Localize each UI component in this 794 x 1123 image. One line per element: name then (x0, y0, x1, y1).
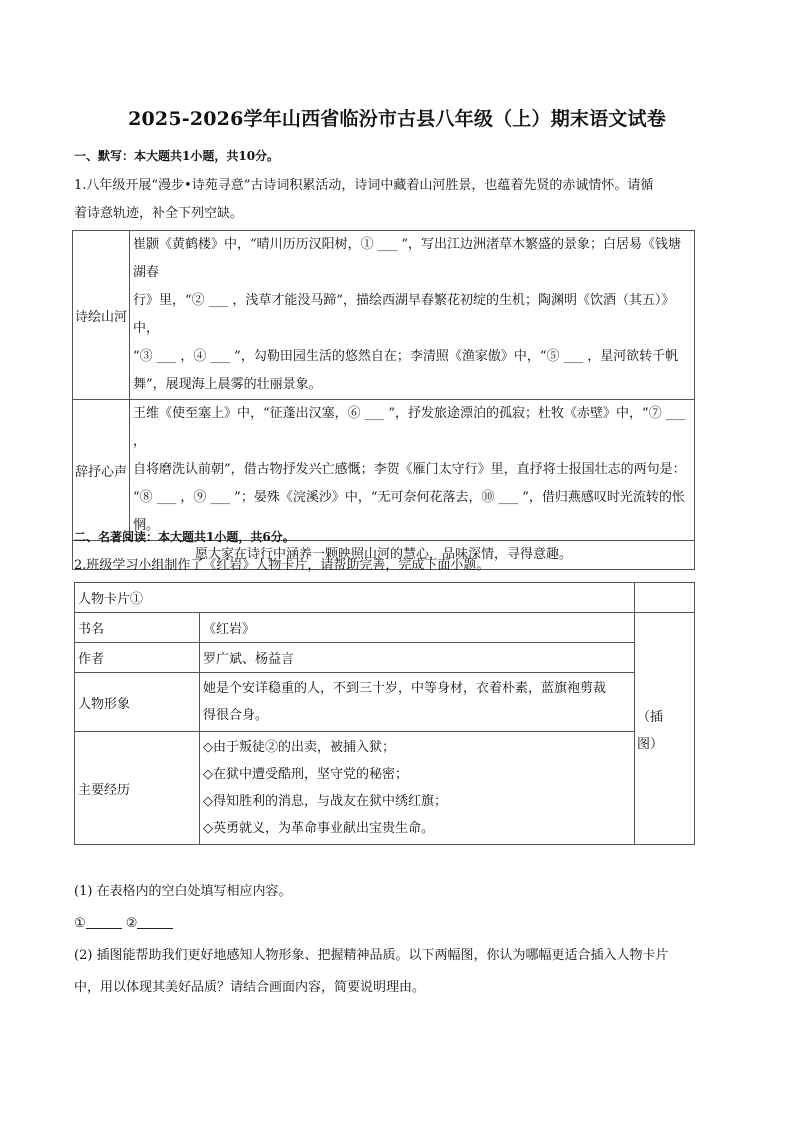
row-label-sentiment: 辞抒心声 (73, 400, 130, 541)
blank-1-label: ① (74, 916, 86, 931)
row-label-landscape: 诗绘山河 (73, 231, 130, 400)
page-title: 2025-2026学年山西省临汾市古县八年级（上）期末语文试卷 (128, 108, 666, 130)
card-title: 人物卡片① (75, 583, 635, 613)
table-row (75, 613, 695, 643)
label-experience: 主要经历 (75, 732, 200, 845)
blank-2-label: ② (125, 916, 138, 931)
answer-blank-2[interactable] (137, 914, 173, 929)
content-line: 惘。 (133, 518, 160, 533)
row-content-landscape (130, 231, 695, 400)
illustration-label-1: （插 (637, 709, 664, 725)
row-content-sentiment (130, 400, 695, 541)
section-1-heading: 一、默写：本大题共1小题，共10分。 (74, 149, 280, 163)
label-book: 书名 (75, 613, 200, 643)
label-character-image: 人物形象 (75, 673, 200, 732)
value-book: 《红岩》 (200, 613, 635, 643)
question-2-intro: 2.班级学习小组制作了《红岩》人物卡片，请帮助完善，完成下面小题。 (74, 558, 490, 573)
character-card-table (74, 582, 695, 845)
sub-question-2-line-2: 中，用以体现其美好品质？请结合画面内容，简要说明理由。 (74, 980, 426, 995)
content-line: 王维《使至塞上》中，“征蓬出汉塞，⑥ ___ ”，抒发旅途漂泊的孤寂；杜牧《赤壁》中，“⑦ ___ ， (133, 406, 686, 449)
table-row (73, 231, 695, 400)
value-experience (200, 732, 635, 845)
table-footer: 愿大家在诗行中涵养一颗映照山河的慧心，品味深情，寻得意趣。 (73, 541, 695, 570)
content-line: ◇由于叛徒②的出卖，被捕入狱； (203, 740, 395, 755)
sub-question-2 (74, 942, 724, 1002)
sub-question-1: (1) 在表格内的空白处填写相应内容。 (74, 884, 292, 899)
illustration-placeholder (635, 613, 695, 845)
content-line: 她是个安详稳重的人，不到三十岁，中等身材，衣着朴素，蓝旗袍剪裁 (203, 681, 607, 696)
table-row (75, 732, 695, 845)
content-line: 舞”，展现海上晨雾的壮丽景象。 (133, 377, 322, 392)
empty-cell (635, 583, 695, 613)
value-author: 罗广斌、杨益言 (200, 643, 635, 673)
sub-question-2-line-1: (2) 插图能帮助我们更好地感知人物形象、把握精神品质。以下两幅图，你认为哪幅更适合插入人物卡片 (74, 948, 669, 963)
content-line: ◇得知胜利的消息，与战友在狱中绣红旗； (203, 794, 447, 809)
table-row (75, 583, 695, 613)
content-line: 崔颢《黄鹤楼》中，“晴川历历汉阳树，① ___ ”，写出江边洲渚草木繁盛的景象；白居易《钱塘湖春 (133, 237, 682, 280)
illustration-label-2: 图） (637, 736, 664, 752)
content-line: ◇英勇就义，为革命事业献出宝贵生命。 (203, 821, 434, 836)
answer-blank-1[interactable] (86, 914, 122, 929)
content-line: 行》里，“② ___ ，浅草才能没马蹄”，描绘西湖早春繁花初绽的生机；陶渊明《饮酒（其五）》中， (133, 293, 675, 336)
answer-blanks (74, 910, 724, 938)
table-row (75, 673, 695, 732)
value-character-image (200, 673, 635, 732)
question-1-stem (74, 172, 724, 228)
table-row (73, 400, 695, 541)
label-author: 作者 (75, 643, 200, 673)
table-row (75, 643, 695, 673)
content-line: ◇在狱中遭受酷刑，坚守党的秘密； (203, 767, 408, 782)
content-line: “⑧ ___ ，⑨ ___ ”；晏殊《浣溪沙》中，“无可奈何花落去，⑩ ___ ”，借归燕感叹时光流转的怅 (133, 490, 685, 505)
content-line: “③ ___ ，④ ___ ”，勾勒田园生活的悠然自在；李清照《渔家傲》中，“⑤ ___ ，星河欲转千帆 (133, 349, 679, 364)
content-line: 得很合身。 (203, 708, 269, 723)
question-1-line-2: 着诗意轨迹，补全下列空缺。 (74, 206, 244, 221)
poetry-table (72, 230, 695, 570)
question-1-line-1: 1.八年级开展“漫步•诗苑寻意”古诗词积累活动，诗词中藏着山河胜景，也蕴着先贤的赤诚情怀。请循 (74, 178, 654, 193)
section-2-heading: 二、名著阅读：本大题共1小题，共6分。 (74, 530, 295, 544)
content-line: 自将磨洗认前朝”，借古物抒发兴亡感慨；李贺《雁门太守行》里，直抒将士报国壮志的两句是： (133, 462, 686, 477)
